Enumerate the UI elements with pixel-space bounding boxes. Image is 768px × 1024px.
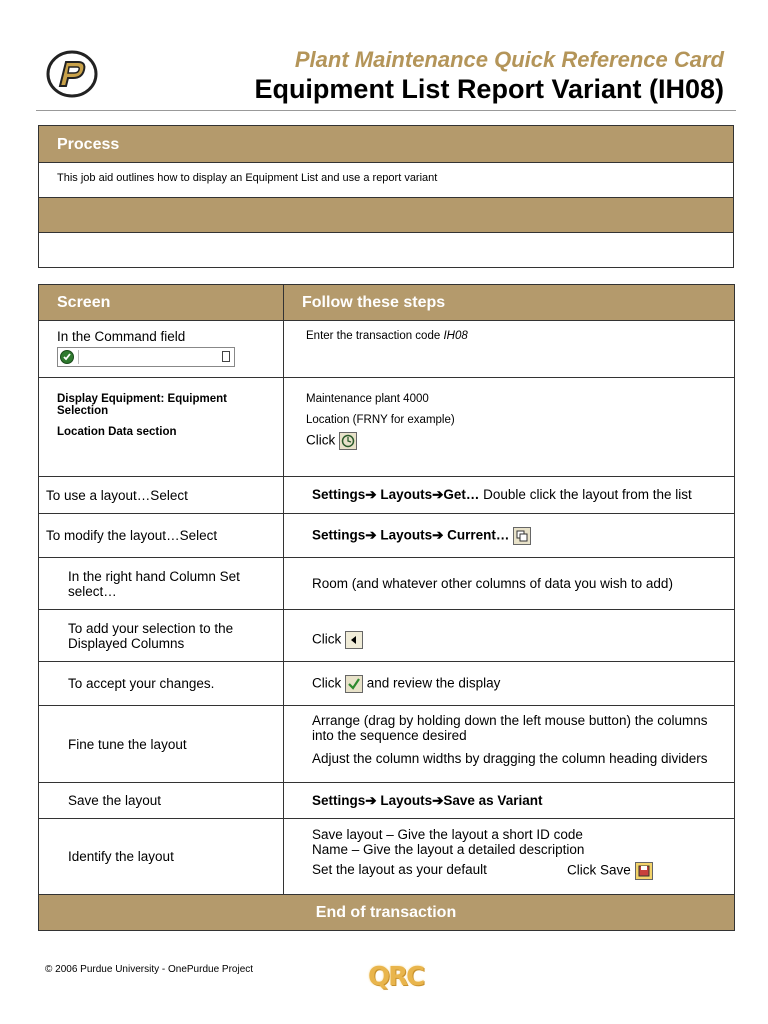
screen-text-section: Location Data section xyxy=(57,426,177,438)
screen-cell xyxy=(39,321,284,378)
command-field[interactable] xyxy=(57,347,235,367)
process-box xyxy=(38,125,734,268)
step-cell: Settings➔ Layouts➔Save as Variant xyxy=(284,783,735,819)
table-row xyxy=(39,706,735,783)
header-divider xyxy=(36,110,736,111)
table-row xyxy=(39,662,735,706)
screen-cell: To accept your changes. xyxy=(39,662,284,706)
step-cell xyxy=(284,477,735,514)
process-heading xyxy=(39,126,733,163)
default-line xyxy=(312,862,734,882)
execute-icon[interactable] xyxy=(339,432,357,450)
table-row xyxy=(39,558,735,610)
step-text: Adjust the column widths by dragging the column heading dividers xyxy=(312,751,708,766)
table-row xyxy=(39,819,735,895)
checkmark-icon[interactable] xyxy=(345,675,363,693)
table-row xyxy=(39,321,735,378)
screen-cell: In the right hand Column Set select… xyxy=(39,558,284,610)
process-heading-text: Process xyxy=(57,136,120,153)
step-cell xyxy=(284,514,735,558)
step-cell xyxy=(284,610,735,662)
screen-cell xyxy=(39,378,284,477)
step-cell xyxy=(284,662,735,706)
step-text: Set the layout as your default xyxy=(312,862,487,877)
screen-cell: To modify the layout…Select xyxy=(39,514,284,558)
screen-text: Display Equipment: Equipment Selection xyxy=(57,393,227,417)
purdue-logo xyxy=(46,50,98,98)
process-empty-band xyxy=(39,198,733,233)
steps-header-row xyxy=(39,285,735,321)
command-input-area[interactable] xyxy=(78,350,229,364)
step-text: Double click the layout from the list xyxy=(479,487,692,502)
step-cell: Room (and whatever other columns of data you wish to add) xyxy=(284,558,735,610)
col-steps-header: Follow these steps xyxy=(284,285,735,321)
col-screen-header: Screen xyxy=(39,285,284,321)
step-cell xyxy=(284,378,735,477)
card-subtitle: Plant Maintenance Quick Reference Card xyxy=(294,47,724,72)
screen-cell: Fine tune the layout xyxy=(39,706,284,783)
screen-text: In the Command field xyxy=(57,329,186,344)
history-icon[interactable] xyxy=(222,351,230,362)
process-empty-row xyxy=(39,233,733,267)
screen-cell: To use a layout…Select xyxy=(39,477,284,514)
screen-cell: To add your selection to the Displayed Columns xyxy=(39,610,284,662)
step-text: Name – Give the layout a detailed description xyxy=(312,842,585,857)
table-row xyxy=(39,610,735,662)
step-text: Click xyxy=(312,631,342,647)
step-cell xyxy=(284,819,735,895)
process-description xyxy=(39,163,733,198)
save-group xyxy=(567,862,653,880)
step-text: Enter the transaction code xyxy=(306,330,444,342)
step-text: and review the display xyxy=(366,675,501,691)
step-text: Location (FRNY for example) xyxy=(306,414,455,426)
current-layout-icon[interactable] xyxy=(513,527,531,545)
table-row xyxy=(39,783,735,819)
check-icon xyxy=(60,350,74,364)
step-click-line xyxy=(306,432,734,450)
step-cell xyxy=(284,706,735,783)
table-row xyxy=(39,514,735,558)
qrc-logo: QRC xyxy=(368,962,424,992)
process-description-text: This job aid outlines how to display an Equipment List and use a report variant xyxy=(57,172,438,184)
step-text: Save layout – Give the layout a short ID code xyxy=(312,827,583,842)
table-row xyxy=(39,378,735,477)
transaction-code: IH08 xyxy=(443,330,468,342)
step-text: Click xyxy=(306,432,336,448)
page-title: Equipment List Report Variant (IH08) xyxy=(254,74,724,104)
save-icon[interactable] xyxy=(635,862,653,880)
menu-path: Settings➔ Layouts➔ Current… xyxy=(312,527,510,543)
steps-table xyxy=(38,284,735,931)
arrow-left-icon[interactable] xyxy=(345,631,363,649)
step-cell xyxy=(284,321,735,378)
step-text: Click Save xyxy=(567,862,631,878)
copyright-text: © 2006 Purdue University - OnePurdue Project xyxy=(45,964,254,975)
screen-cell: Identify the layout xyxy=(39,819,284,895)
step-text: Click xyxy=(312,675,342,691)
table-row xyxy=(39,477,735,514)
end-row xyxy=(39,895,735,931)
step-text: Arrange (drag by holding down the left mouse button) the columns into the sequence desired xyxy=(312,713,708,743)
menu-path: Settings➔ Layouts➔Get… xyxy=(312,487,480,502)
end-of-transaction: End of transaction xyxy=(39,895,735,931)
step-text: Maintenance plant 4000 xyxy=(306,393,429,405)
screen-cell: Save the layout xyxy=(39,783,284,819)
